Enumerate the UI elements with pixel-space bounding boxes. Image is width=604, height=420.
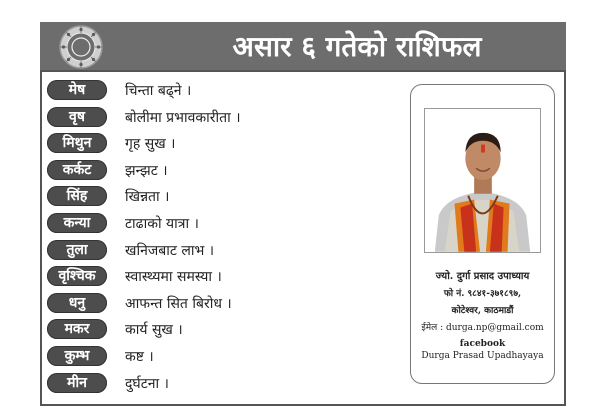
list-item [47, 158, 367, 184]
list-item [47, 291, 367, 317]
astrologer-name: ज्यो. दुर्गा प्रसाद उपाध्याय [435, 271, 530, 282]
list-item [47, 238, 367, 264]
sign-badge: वृष [47, 107, 107, 127]
prediction-text: गृह सुख । [125, 136, 176, 153]
astrologer-photo [424, 108, 541, 253]
list-item [47, 105, 367, 131]
facebook-name: Durga Prasad Upadhayaya [421, 351, 544, 361]
prediction-text: कार्य सुख । [125, 322, 183, 339]
list-item [47, 184, 367, 210]
prediction-text: टाढाको यात्रा । [125, 215, 199, 232]
prediction-text: खिन्नता । [125, 189, 170, 206]
sign-badge: सिंह [47, 186, 107, 206]
astrologer-address: कोटेश्वर, काठमाडौं [451, 306, 514, 316]
list-item [47, 131, 367, 157]
list-item [47, 211, 367, 237]
prediction-text: चिन्ता बढ्ने । [125, 83, 192, 99]
prediction-text: झन्झट । [125, 162, 168, 179]
prediction-text: खनिजबाट लाभ । [125, 242, 215, 259]
sign-badge: कन्या [47, 213, 107, 233]
zodiac-wheel-icon [58, 24, 104, 70]
sign-badge: मेष [47, 80, 107, 100]
prediction-text: बोलीमा प्रभावकारीता । [125, 109, 241, 126]
list-item [47, 371, 367, 397]
sign-badge: मकर [47, 319, 107, 339]
prediction-text: स्वास्थ्यमा समस्या । [125, 269, 222, 286]
sign-badge: कुम्भ [47, 346, 107, 366]
sign-badge: मीन [47, 373, 107, 393]
prediction-text: दुर्घटना । [125, 375, 169, 392]
facebook-label: facebook [459, 339, 506, 349]
list-item [47, 264, 367, 290]
prediction-text: कष्ट । [125, 348, 154, 365]
sign-badge: धनु [47, 293, 107, 313]
page-title: असार ६ गतेको राशिफल [232, 30, 482, 63]
list-item [47, 344, 367, 370]
astrologer-email: ईमेल : durga.np@gmail.com [421, 323, 544, 333]
list-item [47, 78, 367, 104]
list-item [47, 317, 367, 343]
sign-badge: मिथुन [47, 133, 107, 153]
sign-badge: तुला [47, 240, 107, 260]
prediction-text: आफन्त सित बिरोध । [125, 295, 232, 312]
sign-badge: कर्कट [47, 160, 107, 180]
rashifal-list [47, 78, 367, 397]
sign-badge: वृश्चिक [47, 266, 107, 286]
astrologer-phone: फो नं. ९८४१-३७१८९७, [443, 289, 522, 299]
